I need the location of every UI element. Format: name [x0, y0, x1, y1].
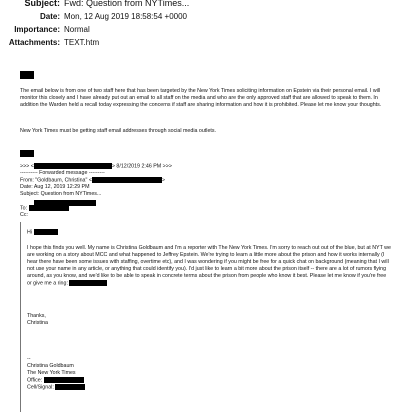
redacted-to-email: [29, 205, 69, 211]
signature-cell: [27, 384, 85, 391]
office-label: Office:: [27, 377, 43, 384]
date-value: Mon, 12 Aug 2019 18:58:54 +0000: [64, 12, 187, 21]
message-text: I hope this finds you well. My name is Christina Goldbaum and I'm a reporter with The New York Times. I'm sorry to reach out out of the blue, but at NYT we are working on a story about MCC and what happened to Jeffrey Epstein. We're trying to learn a little more about the prison and how it works internally (I hear there have been some issues with staffing, overtime etc), and I was wondering if you might be free for a quick chat on background (meaning that I will not use your name in any article, or anything that could identify you). I'd just like to learn a bit more about the prison itself -- there are a lot of rumors flying around, as you know, and we'd like to be able to speak in concrete terms about the prison from people who know it best. Please let me know if you're free or give me a ring:: [27, 245, 391, 286]
redacted-email-1: [34, 163, 112, 169]
quote-suffix: > 8/12/2019 2:46 PM >>>: [111, 163, 172, 170]
attachments-label: Attachments:: [8, 38, 60, 47]
attachments-value: TEXT.htm: [64, 38, 100, 47]
redacted-phone: [69, 280, 107, 286]
subject-line: Subject: Question from NYTimes...: [20, 191, 102, 197]
sign-name: Christina: [27, 320, 48, 326]
greeting-line: [27, 229, 58, 236]
greeting: Hi: [27, 229, 33, 236]
redacted-office-phone: [44, 377, 84, 383]
forward-divider: ---------- Forwarded message ---------: [20, 170, 105, 176]
redacted-sender: [20, 71, 34, 79]
redacted-from-email: [92, 177, 162, 183]
subject-value: Fwd: Question from NYTimes...: [64, 0, 190, 8]
cell-label: Cell/Signal:: [27, 384, 54, 391]
body-paragraph-2: New York Times must be getting staff email addresses through social media outlets.: [20, 128, 216, 134]
signature-name: Christina Goldbaum: [27, 363, 74, 369]
to-label: To:: [20, 205, 28, 212]
subject-label: Subject:: [24, 0, 60, 8]
message-paragraph: [27, 245, 391, 287]
from-label: From: "Goldbaum, Christina" <: [20, 177, 92, 184]
quote-prefix: >>> <: [20, 163, 34, 170]
quoted-message: [20, 222, 400, 412]
redacted-name-1: [20, 150, 34, 157]
redacted-greeting-name: [34, 229, 58, 235]
signature-dashes: --: [27, 356, 31, 362]
signature-org: The New York Times: [27, 370, 76, 376]
cc-line: Cc:: [20, 212, 28, 218]
redacted-cell-phone: [55, 384, 85, 390]
importance-label: Importance:: [14, 25, 60, 34]
importance-value: Normal: [64, 25, 90, 34]
from-close: >: [161, 177, 166, 184]
sign-thanks: Thanks,: [27, 313, 46, 319]
body-paragraph-1: The email below is from one of two staff here that has been targeted by the New York Times soliciting information on Epstein via their personal email. I will monitor this closely and I have already put out an email to all staff on the media and who are the only approved staff that are allowed to speak to them. In addition the Warden held a recall today expressing the concerns if staff are sharing information and how it is prohibited. Please let me know your thoughts.: [20, 88, 382, 108]
date-line: Date: Aug 12, 2019 12:29 PM: [20, 184, 90, 190]
date-label: Date:: [39, 12, 60, 21]
